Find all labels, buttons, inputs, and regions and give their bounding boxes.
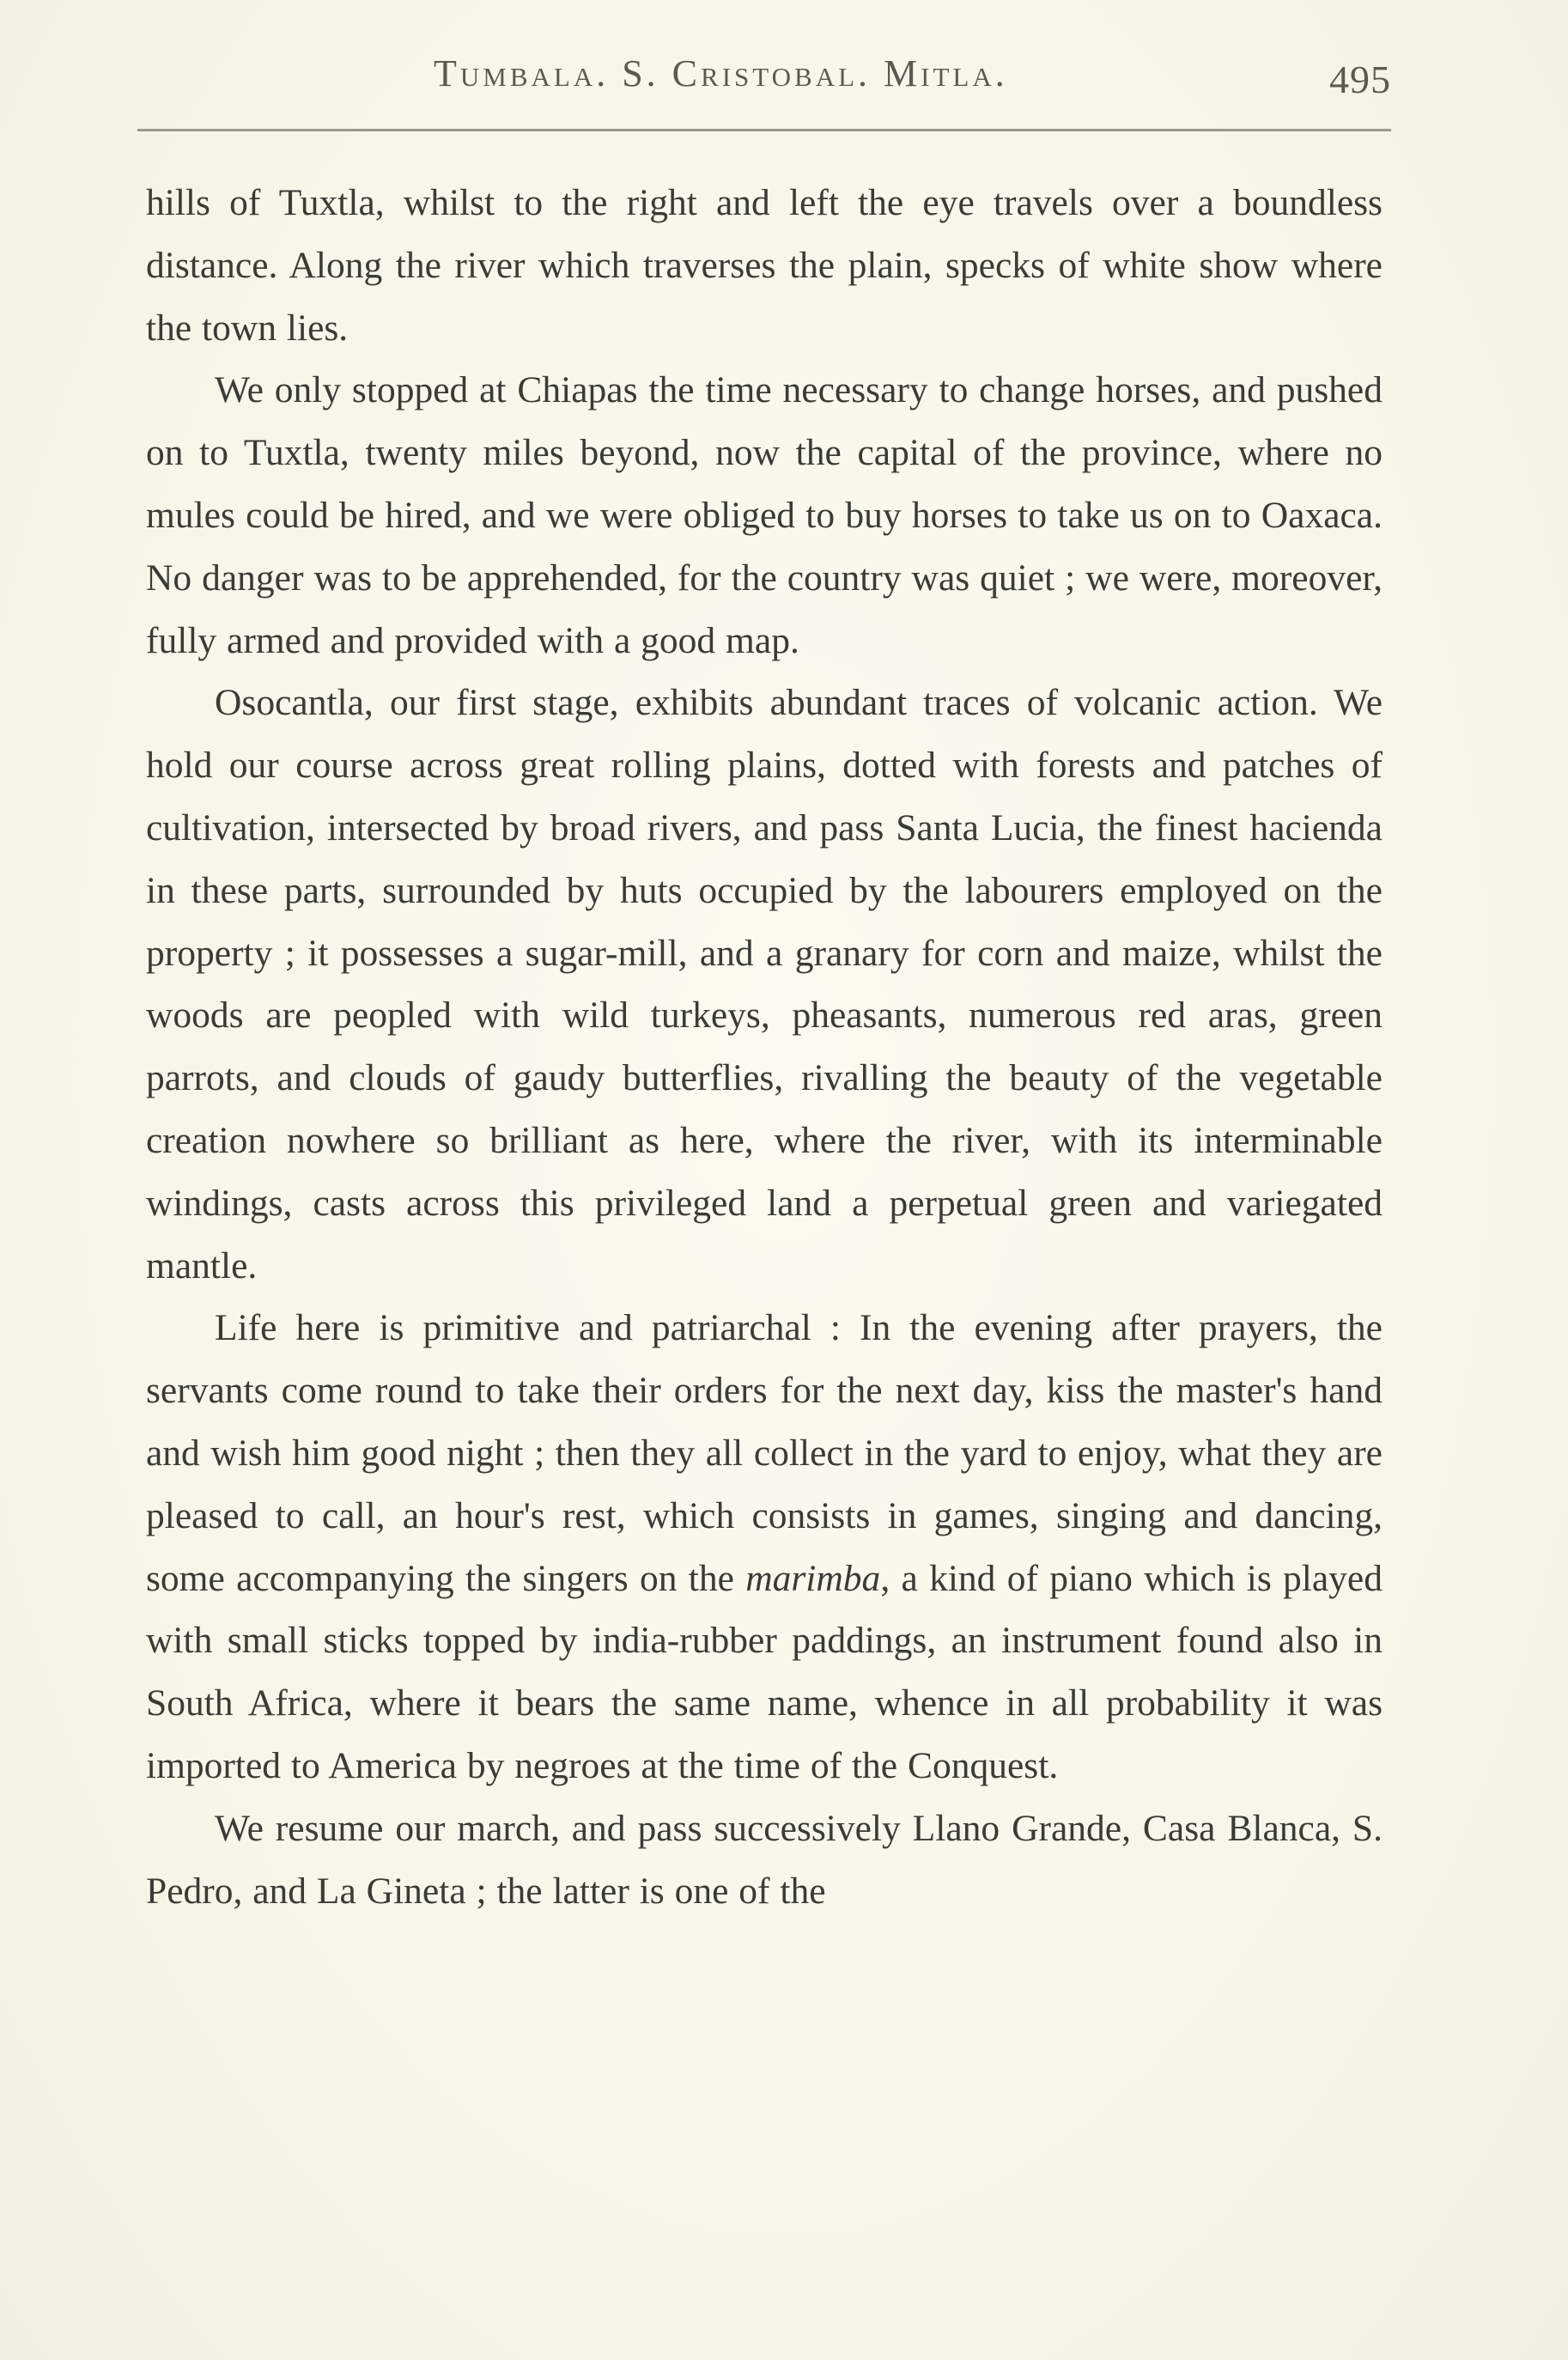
running-head: [137, 45, 1391, 122]
paragraph-5: We resume our march, and pass successively Llano Grande, Casa Blanca, S. Pedro, and La Gineta ; the latter is one of the: [146, 1807, 1383, 1912]
italic-term-marimba: marimba: [745, 1557, 881, 1599]
body-text: [146, 172, 1383, 1922]
header-rule: [137, 129, 1391, 131]
running-title: Tumbala. S. Cristobal. Mitla.: [434, 52, 1008, 94]
paragraph-2: We only stopped at Chiapas the time necessary to change horses, and pushed on to Tuxtla, twenty miles beyond, now the capital of the province, where no mules could be hired, and we were obliged to buy horses to take us on to Oaxaca. No danger was to be apprehended, for the country was quiet ; we were, moreover, fully armed and provided with a good map.: [146, 369, 1383, 661]
paragraph-4-text-after: , a kind of piano which is played with small sticks topped by india-rubber paddings, an instrument found also in South Africa, where it bears the same name, whence in all probability it was imported to America by negroes at the time of the Conquest.: [146, 1557, 1383, 1786]
paragraph-1: hills of Tuxtla, whilst to the right and left the eye travels over a boundless distance. Along the river which traverses the plain, specks of white show where the town lies.: [146, 182, 1383, 349]
page-number: 495: [1329, 58, 1391, 101]
paragraph-3: Osocantla, our first stage, exhibits abundant traces of volcanic action. We hold our course across great rolling plains, dotted with forests and patches of cultivation, intersected by broad rivers, and pass Santa Lucia, the finest hacienda in these parts, surrounded by huts occupied by the labourers employed on the property ; it possesses a sugar-mill, and a granary for corn and maize, whilst the woods are peopled with wild turkeys, pheasants, numerous red aras, green parrots, and clouds of gaudy butterflies, rivalling the beauty of the vegetable creation nowhere so brilliant as here, where the river, with its interminable windings, casts across this privileged land a perpetual green and variegated mantle.: [146, 682, 1383, 1286]
paragraph-4: [146, 1297, 1383, 1797]
paragraph-4-text-before: Life here is primitive and patriarchal : In the evening after prayers, the servants come round to take their orders for the next day, kiss the master's hand and wish him good night ; then they all collect in the yard to enjoy, what they are pleased to call, an hour's rest, which consists in games, singing and dancing, some accompanying the singers on the: [146, 1307, 1383, 1599]
